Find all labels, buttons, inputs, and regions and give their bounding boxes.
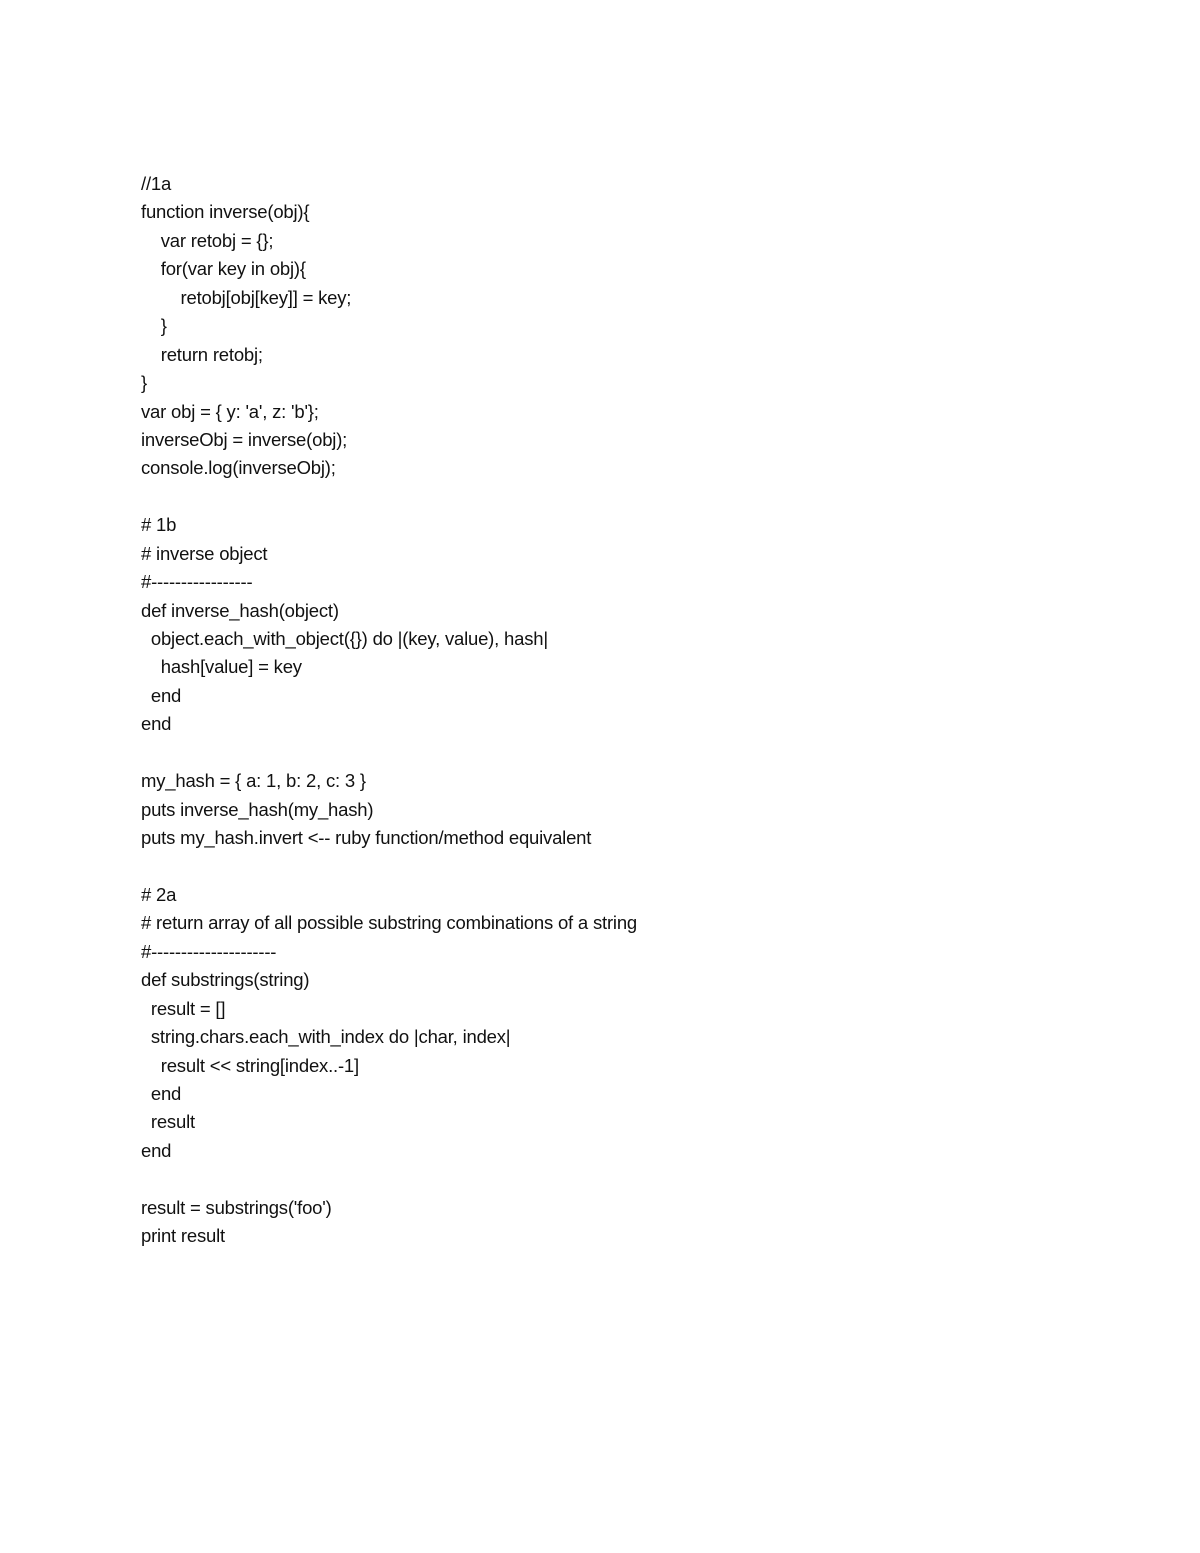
code-line: result = []: [141, 997, 226, 1019]
code-line: string.chars.each_with_index do |char, index|: [141, 1026, 511, 1048]
code-line: console.log(inverseObj);: [141, 457, 336, 479]
code-line: object.each_with_object({}) do |(key, value), hash|: [141, 628, 548, 649]
code-line: def inverse_hash(object): [141, 599, 339, 621]
code-line: # return array of all possible substring combinations of a string: [141, 912, 638, 934]
code-line: }: [141, 372, 147, 394]
code-line: my_hash = { a: 1, b: 2, c: 3 }: [141, 770, 366, 792]
code-line: # inverse object: [141, 542, 268, 564]
code-line: result = substrings('foo'): [141, 1196, 332, 1218]
code-line: //1a: [141, 173, 172, 194]
code-line: [141, 1165, 1141, 1193]
code-line: result << string[index..-1]: [141, 1054, 359, 1076]
code-line: hash[value] = key: [141, 656, 302, 678]
code-line: # 1b: [141, 514, 177, 536]
code-line: return retobj;: [141, 343, 263, 365]
code-line: inverseObj = inverse(obj);: [141, 428, 348, 450]
code-line: end: [141, 684, 182, 706]
code-line: [141, 483, 1141, 511]
code-line: print result: [141, 1225, 225, 1247]
code-line: puts inverse_hash(my_hash): [141, 798, 374, 820]
code-line: end: [141, 713, 172, 735]
code-line: #---------------------: [141, 940, 277, 962]
code-line: def substrings(string): [141, 969, 310, 991]
code-listing: [141, 170, 1141, 1251]
code-line: [141, 739, 1141, 767]
code-line: # 2a: [141, 883, 177, 905]
code-line: }: [141, 315, 167, 337]
code-line: for(var key in obj){: [141, 258, 306, 280]
code-line: end: [141, 1139, 172, 1161]
code-line: end: [141, 1083, 182, 1104]
code-line: #-----------------: [141, 571, 253, 593]
code-line: function inverse(obj){: [141, 201, 310, 223]
code-line: retobj[obj[key]] = key;: [141, 286, 352, 308]
code-line: result: [141, 1111, 195, 1133]
code-line: var obj = { y: 'a', z: 'b'};: [141, 400, 319, 422]
code-line: var retobj = {};: [141, 229, 274, 251]
code-line: [141, 853, 1141, 881]
code-line: puts my_hash.invert <-- ruby function/method equivalent: [141, 827, 592, 849]
